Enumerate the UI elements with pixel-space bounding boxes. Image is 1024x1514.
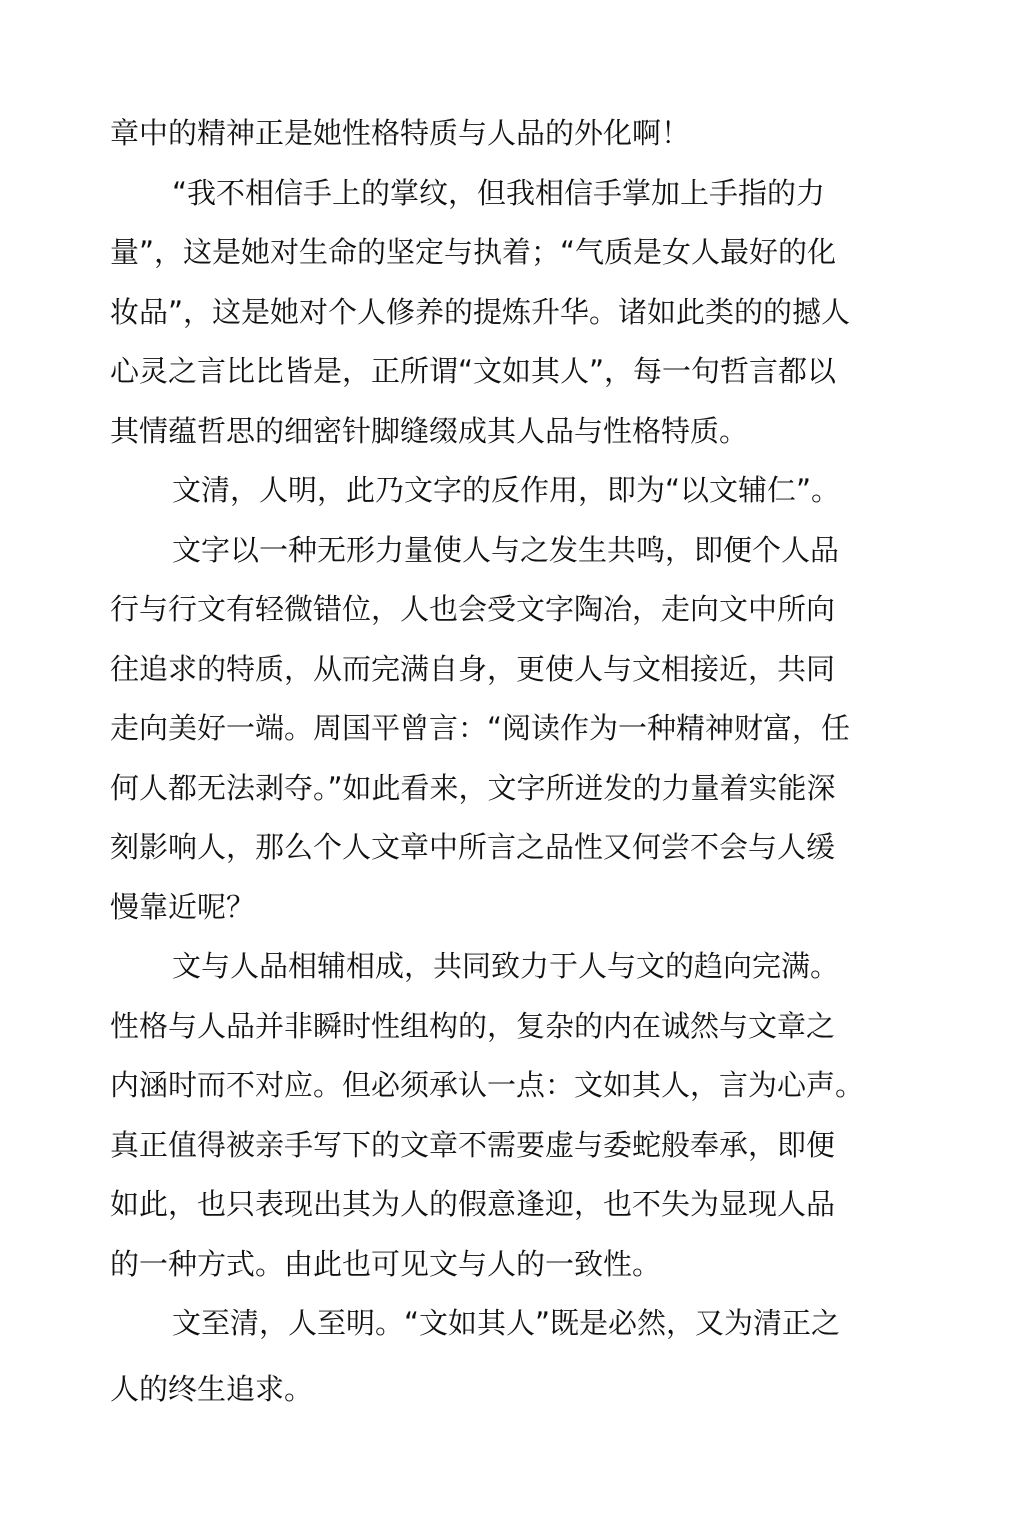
text-line: 其情蕴哲思的细密针脚缝缀成其人品与性格特质。 — [110, 413, 749, 448]
text-line: 慢靠近呢？ — [110, 889, 256, 924]
text-line: 文至清，人至明。“文如其人”既是必然，又为清正之 — [172, 1306, 841, 1340]
text-line: 文与人品相辅相成，共同致力于人与文的趋向完满。 — [172, 949, 840, 983]
text-line: 人的终生追求。 — [110, 1371, 314, 1406]
text-line: 刻影响人，那么个人文章中所言之品性又何尝不会与人缓 — [110, 830, 836, 864]
text-line: 走向美好一端。周国平曾言：“阅读作为一种精神财富，任 — [110, 711, 851, 745]
text-line: 真正值得被亲手写下的文章不需要虚与委蛇般奉承，即便 — [110, 1127, 836, 1162]
text-line: 何人都无法剥夺。”如此看来，文字所迸发的力量着实能深 — [110, 770, 836, 805]
text-line: 章中的精神正是她性格特质与人品的外化啊！ — [110, 116, 691, 150]
text-line: 心灵之言比比皆是，正所谓“文如其人”，每一句哲言都以 — [110, 354, 837, 388]
text-line: 性格与人品并非瞬时性组构的，复杂的内在诚然与文章之 — [110, 1008, 836, 1043]
text-line: 量”，这是她对生命的坚定与执着；“气质是女人最好的化 — [110, 235, 837, 269]
text-line: “我不相信手上的掌纹，但我相信手掌加上手指的力 — [172, 175, 826, 210]
text-line: 文字以一种无形力量使人与之发生共鸣，即便个人品 — [172, 532, 840, 567]
text-line: 的一种方式。由此也可见文与人的一致性。 — [110, 1246, 662, 1281]
text-line: 如此，也只表现出其为人的假意逢迎，也不失为显现人品 — [110, 1187, 836, 1221]
text-line: 行与行文有轻微错位，人也会受文字陶冶，走向文中所向 — [110, 592, 836, 626]
body-text — [110, 104, 885, 1419]
text-line: 妆品”，这是她对个人修养的提炼升华。诸如此类的的撼人 — [110, 294, 851, 329]
text-line: 往追求的特质，从而完满自身，更使人与文相接近，共同 — [110, 651, 836, 686]
text-line: 内涵时而不对应。但必须承认一点：文如其人，言为心声。 — [110, 1068, 865, 1102]
text-line: 文清，人明，此乃文字的反作用，即为“以文辅仁”。 — [172, 473, 841, 507]
